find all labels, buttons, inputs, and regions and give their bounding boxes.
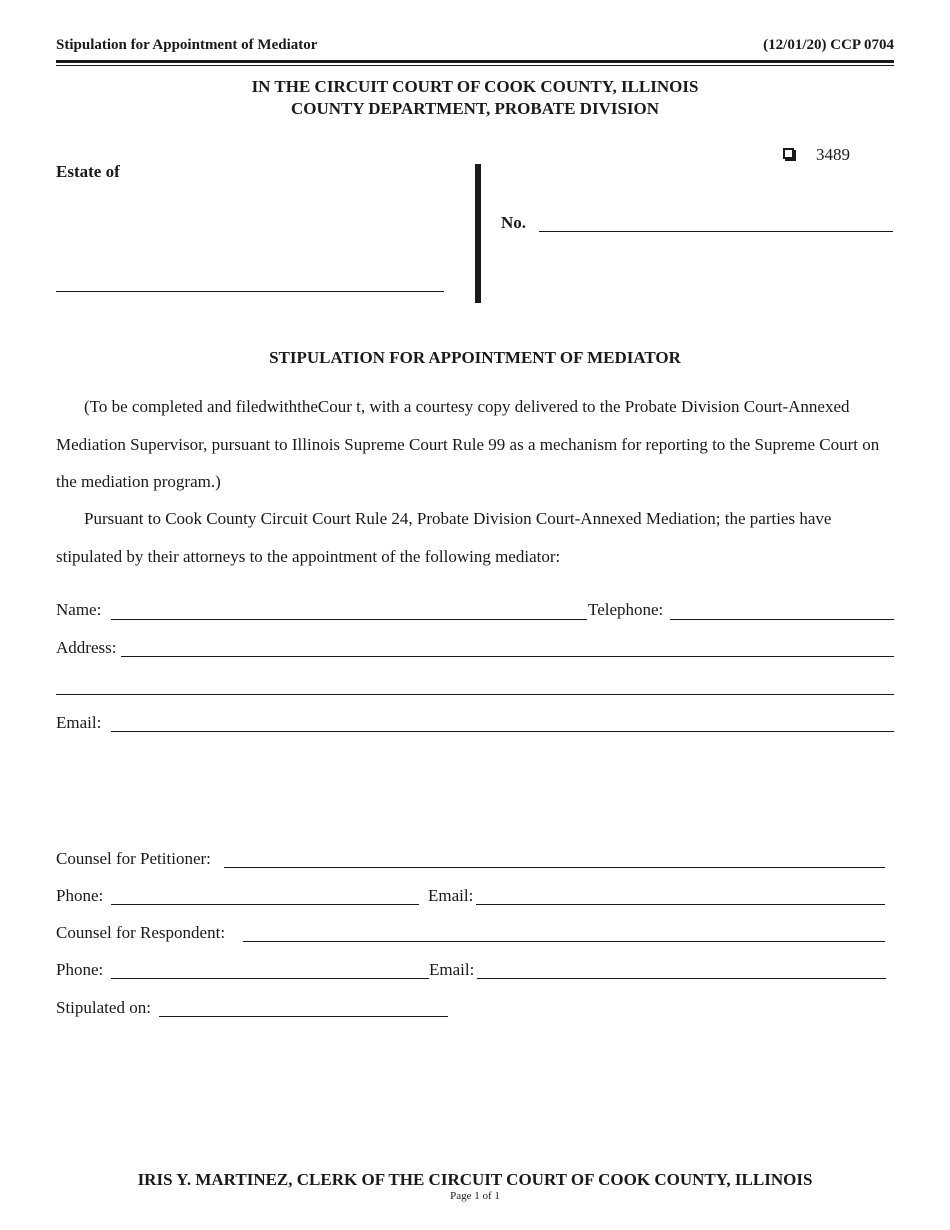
estate-name-line[interactable]	[56, 291, 444, 292]
stipulated-on-label: Stipulated on:	[56, 998, 151, 1017]
mediator-name-label: Name:	[56, 600, 102, 619]
petitioner-phone-field[interactable]	[111, 904, 419, 905]
court-division: COUNTY DEPARTMENT, PROBATE DIVISION	[290, 99, 660, 118]
mediator-address-label: Address:	[56, 638, 117, 657]
header-rule-thick	[56, 60, 894, 63]
mediator-name-field[interactable]	[111, 619, 587, 620]
instructions-text: (To be completed and filedwiththeCour t, with a courtesy copy delivered to the Probate Division Court-Annexed Mediation Supervisor, pursuant to Illinois Supreme Court Rule 99 as a mechanism for reporting to the Supreme Court on the mediation program.)	[56, 397, 880, 491]
court-name: IN THE CIRCUIT COURT OF COOK COUNTY, ILLINOIS	[251, 77, 699, 96]
respondent-phone-label: Phone:	[56, 960, 104, 979]
statement-paragraph	[56, 500, 896, 575]
statement-text: Pursuant to Cook County Circuit Court Rule 24, Probate Division Court-Annexed Mediation; the parties have stipulated by their attorneys to the appointment of the following mediator:	[56, 509, 832, 566]
petitioner-email-field[interactable]	[476, 904, 885, 905]
petitioner-counsel-label: Counsel for Petitioner:	[56, 849, 211, 868]
petitioner-email-label: Email:	[428, 886, 474, 905]
estate-label: Estate of	[56, 162, 120, 181]
case-type-code: 3489	[816, 145, 850, 164]
respondent-counsel-field[interactable]	[243, 941, 885, 942]
mediator-address-field[interactable]	[121, 656, 894, 657]
header-rule-thin	[56, 65, 894, 66]
respondent-counsel-label: Counsel for Respondent:	[56, 923, 226, 942]
form-title: Stipulation for Appointment of Mediator	[56, 37, 318, 53]
document-title: STIPULATION FOR APPOINTMENT OF MEDIATOR	[269, 348, 681, 367]
caption-divider	[475, 164, 481, 303]
mediator-email-label: Email:	[56, 713, 102, 732]
respondent-email-field[interactable]	[477, 978, 886, 979]
instructions-paragraph	[56, 388, 896, 501]
case-type-checkbox[interactable]	[783, 148, 794, 159]
petitioner-phone-label: Phone:	[56, 886, 104, 905]
mediator-email-field[interactable]	[111, 731, 894, 732]
case-number-label: No.	[501, 213, 527, 232]
respondent-phone-field[interactable]	[111, 978, 429, 979]
mediator-address-line-2[interactable]	[56, 694, 894, 695]
mediator-telephone-label: Telephone:	[588, 600, 664, 619]
mediator-telephone-field[interactable]	[670, 619, 894, 620]
stipulated-on-field[interactable]	[159, 1016, 448, 1017]
form-code: (12/01/20) CCP 0704	[763, 37, 894, 53]
page-number: Page 1 of 1	[450, 1190, 500, 1202]
respondent-email-label: Email:	[429, 960, 475, 979]
case-number-field[interactable]	[539, 231, 893, 232]
petitioner-counsel-field[interactable]	[224, 867, 885, 868]
clerk-footer: IRIS Y. MARTINEZ, CLERK OF THE CIRCUIT COURT OF COOK COUNTY, ILLINOIS	[137, 1170, 813, 1189]
